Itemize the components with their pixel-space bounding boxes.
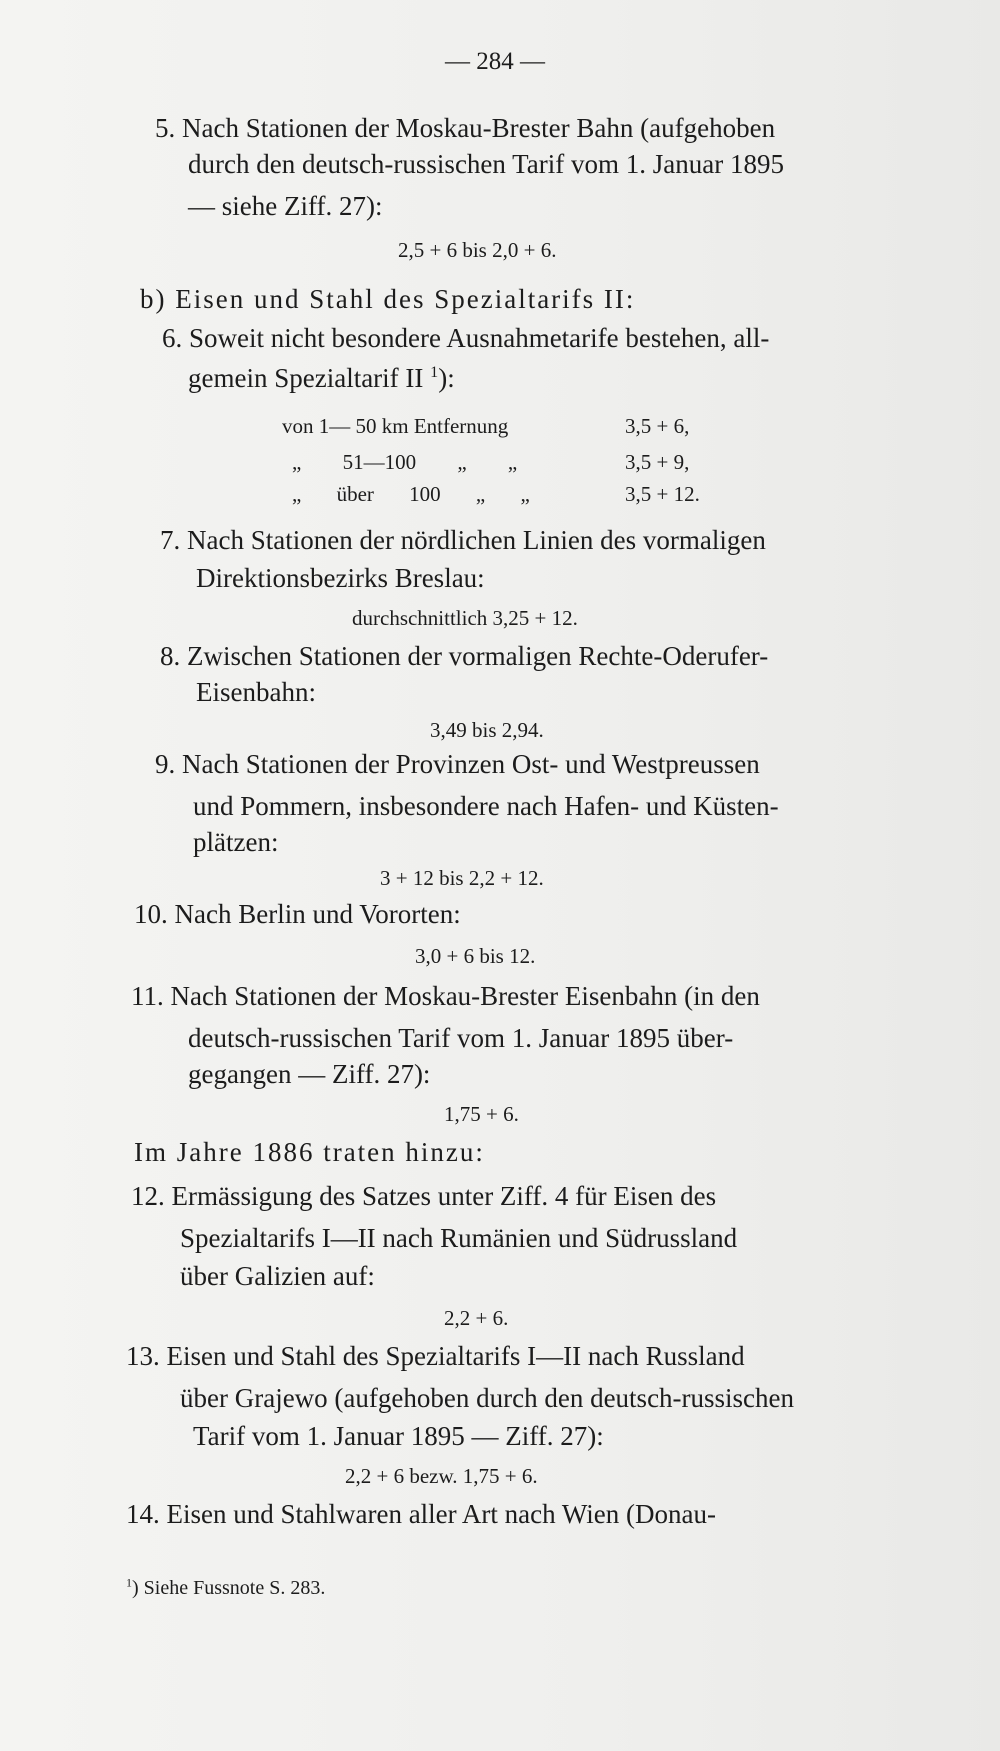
- rate-line: 3,49 bis 2,94.: [430, 718, 544, 742]
- footnote: $^1$) Siehe Fussnote S. 283.: [126, 1575, 326, 1599]
- section-heading: Im Jahre 1886 traten hinzu:: [134, 1137, 485, 1167]
- text-line: 11. Nach Stationen der Moskau-Brester Eisenbahn (in den: [131, 981, 760, 1011]
- text-line: Direktionsbezirks Breslau:: [196, 563, 485, 593]
- text-line: 12. Ermässigung des Satzes unter Ziff. 4 für Eisen des: [131, 1181, 717, 1211]
- text-line: über Galizien auf:: [180, 1261, 375, 1291]
- rate-line: 2,5 + 6 bis 2,0 + 6.: [398, 238, 557, 262]
- rate-value: 3,5 + 9,: [625, 450, 690, 474]
- text-line: 9. Nach Stationen der Provinzen Ost- und Westpreussen: [155, 749, 760, 779]
- rate-line: durchschnittlich 3,25 + 12.: [352, 606, 578, 630]
- text-line: durch den deutsch-russischen Tarif vom 1. Januar 1895: [188, 149, 784, 179]
- footnote-ref: 1: [430, 363, 439, 381]
- text-line: Tarif vom 1. Januar 1895 — Ziff. 27):: [193, 1421, 604, 1451]
- text-line: 7. Nach Stationen der nördlichen Linien des vormaligen: [160, 525, 766, 555]
- footnote-mark: 1: [126, 1575, 132, 1590]
- text-line: 10. Nach Berlin und Vororten:: [134, 899, 461, 929]
- page-number: — 284 —: [445, 48, 545, 75]
- text-line: 8. Zwischen Stationen der vormaligen Rechte-Oderufer-: [160, 641, 769, 671]
- rate-line: 1,75 + 6.: [444, 1102, 519, 1126]
- text-line: 5. Nach Stationen der Moskau-Brester Bahn (aufgehoben: [155, 113, 776, 143]
- text-line: gemein Spezialtarif II $^1$):: [188, 363, 455, 393]
- text-line: — siehe Ziff. 27):: [188, 191, 383, 221]
- rate-line: 3 + 12 bis 2,2 + 12.: [380, 866, 544, 890]
- text-line: 13. Eisen und Stahl des Spezialtarifs I—II nach Russland: [126, 1341, 745, 1371]
- rate-line: 2,2 + 6.: [444, 1306, 509, 1330]
- text-line: Spezialtarifs I—II nach Rumänien und Südrussland: [180, 1223, 738, 1253]
- text-line: gegangen — Ziff. 27):: [188, 1059, 431, 1089]
- rate-line: 2,2 + 6 bezw. 1,75 + 6.: [345, 1464, 538, 1488]
- text-line: und Pommern, insbesondere nach Hafen- und Küsten-: [193, 791, 779, 821]
- rate-label: „ über 100 „ „: [292, 482, 530, 506]
- text-line: 14. Eisen und Stahlwaren aller Art nach Wien (Donau-: [126, 1499, 716, 1529]
- rate-value: 3,5 + 12.: [625, 482, 700, 506]
- text-line: Eisenbahn:: [196, 677, 316, 707]
- section-heading: b) Eisen und Stahl des Spezialtarifs II:: [140, 284, 636, 314]
- text-line: deutsch-russischen Tarif vom 1. Januar 1895 über-: [188, 1023, 734, 1053]
- rate-label: „ 51—100 „ „: [292, 450, 518, 474]
- rate-label: von 1— 50 km Entfernung: [282, 414, 509, 438]
- rate-value: 3,5 + 6,: [625, 414, 690, 438]
- text-line: plätzen:: [193, 827, 279, 857]
- text-line: 6. Soweit nicht besondere Ausnahmetarife bestehen, all-: [162, 323, 770, 353]
- text-line: über Grajewo (aufgehoben durch den deutsch-russischen: [180, 1383, 795, 1413]
- rate-line: 3,0 + 6 bis 12.: [415, 944, 536, 968]
